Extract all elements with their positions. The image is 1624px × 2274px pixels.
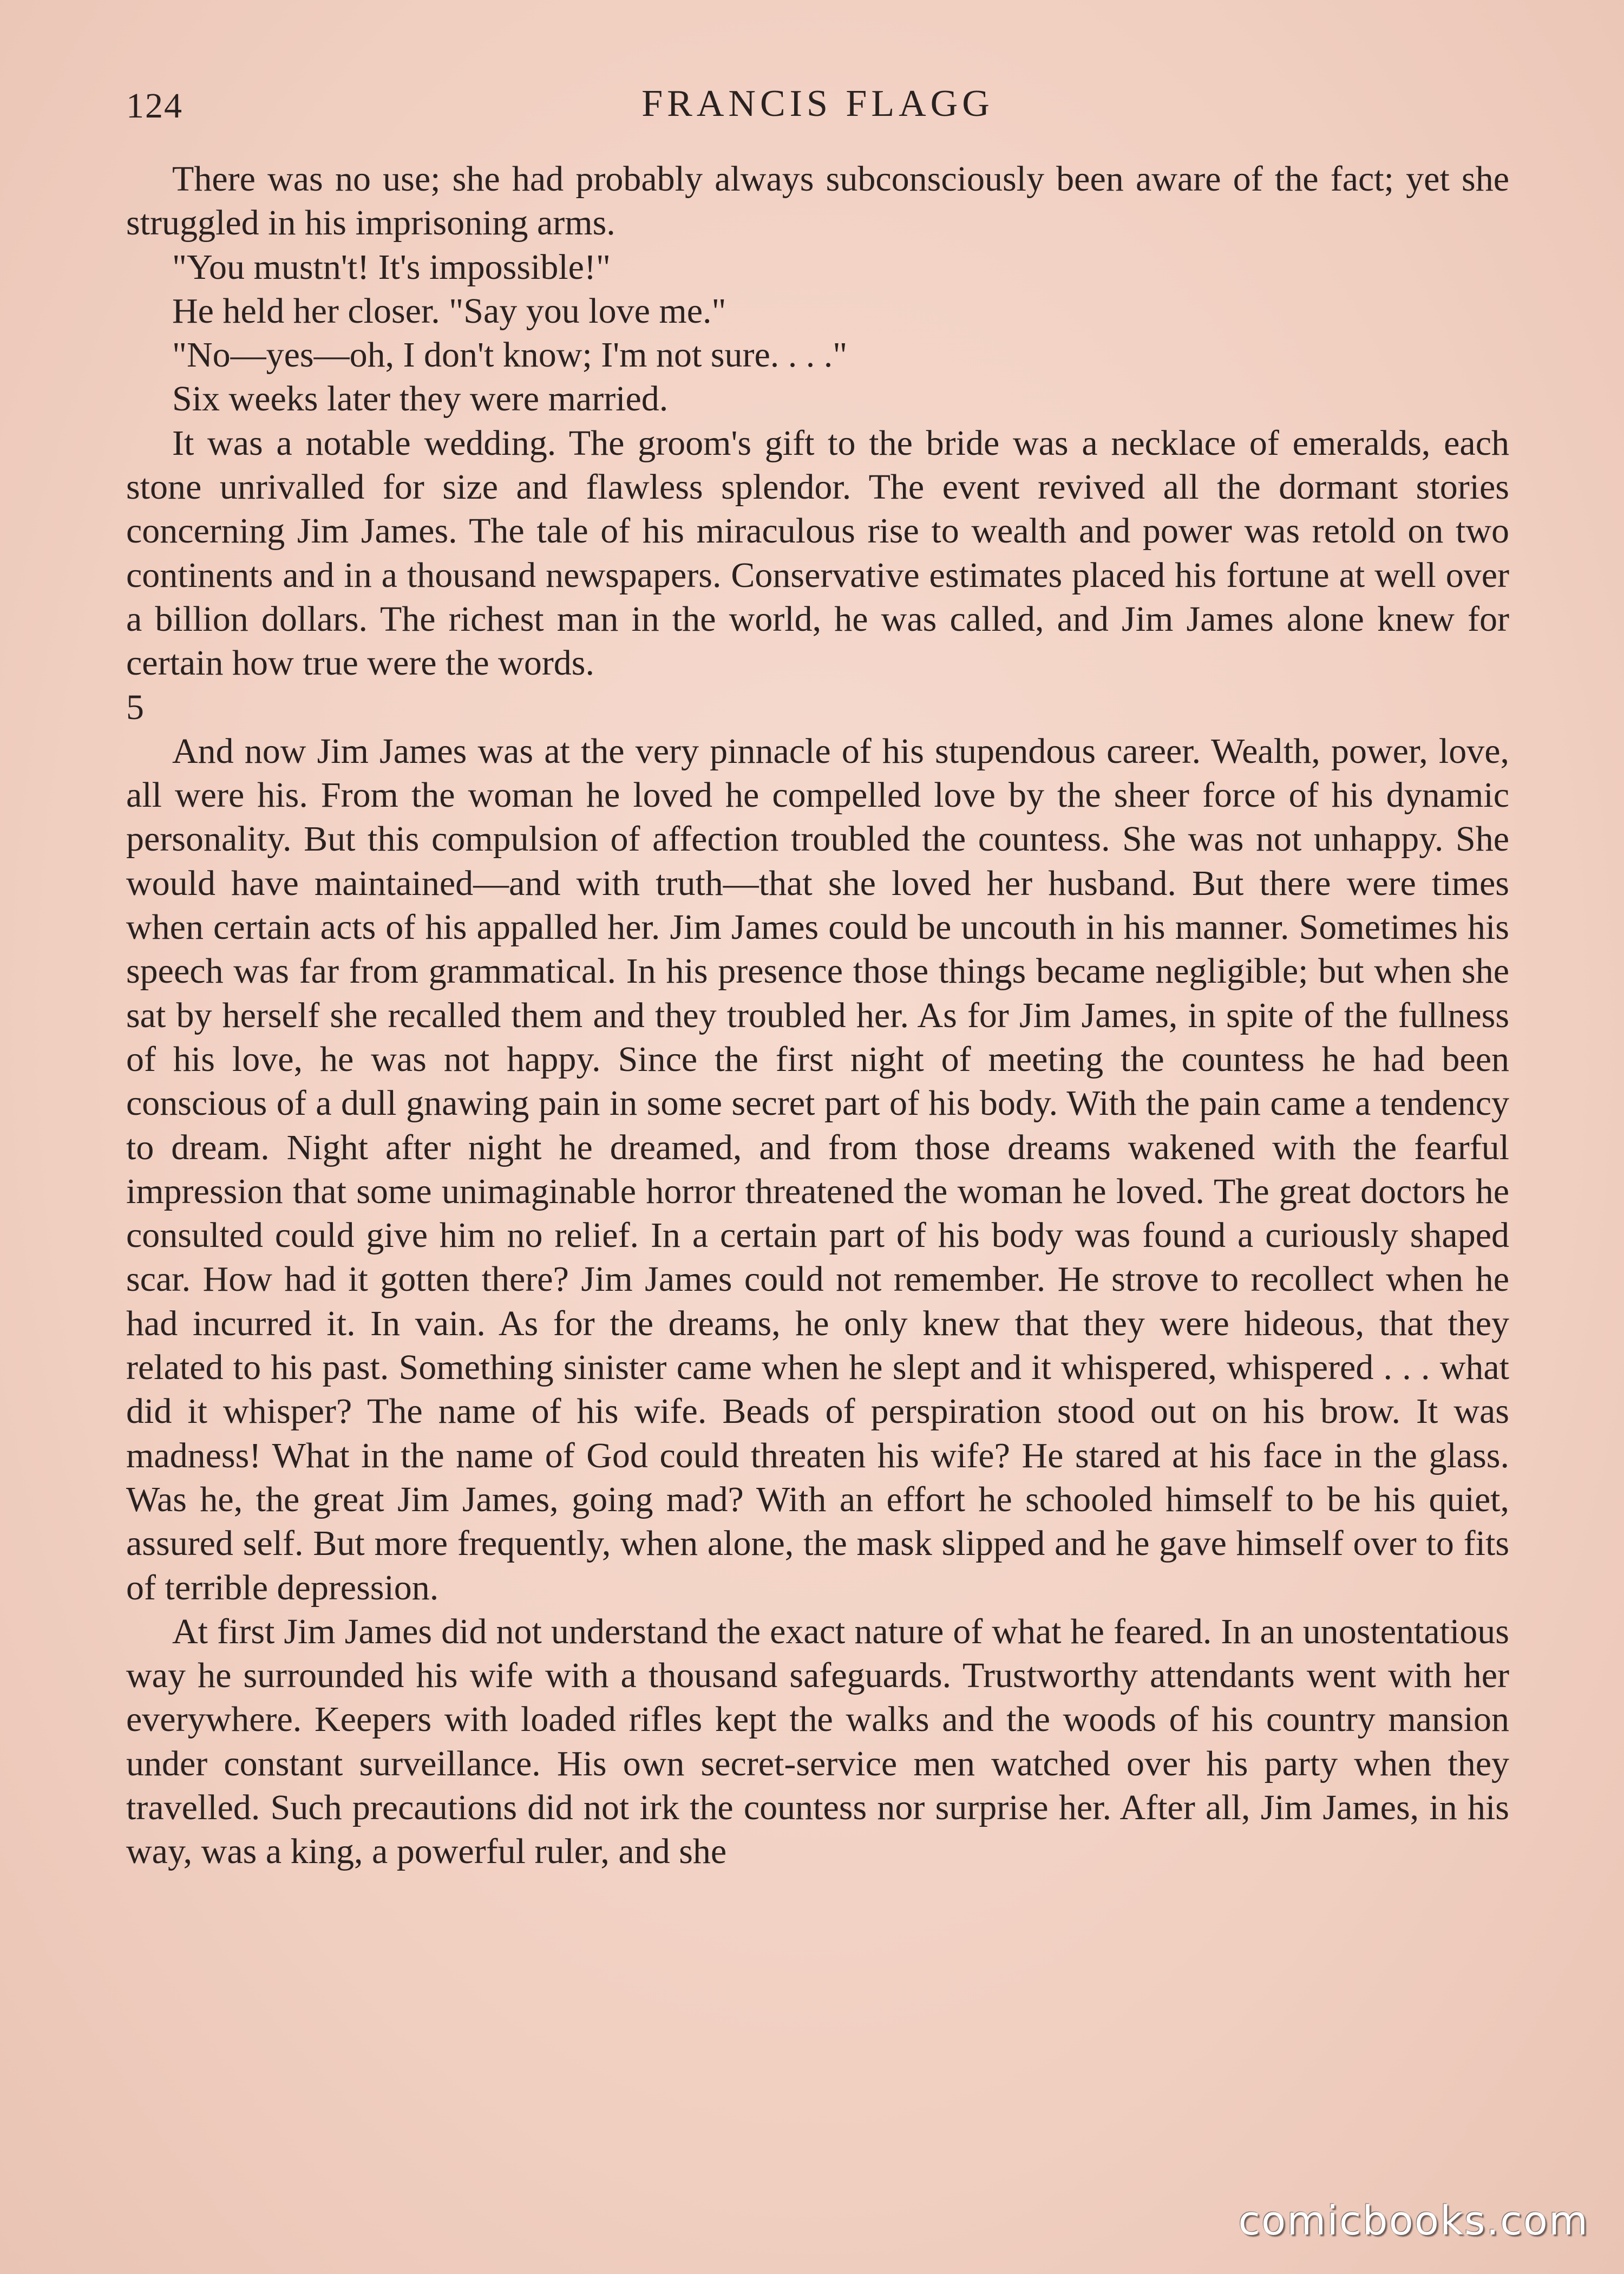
dialogue-line: He held her closer. "Say you love me." [172, 291, 726, 331]
dialogue-line: "You mustn't! It's impossible!" [172, 247, 611, 287]
paragraph: There was no use; she had probably always subconsciously been aware of the fact; yet she struggled in his imprisoning arms. [126, 159, 1509, 243]
running-head-author: FRANCIS FLAGG [641, 83, 994, 125]
dialogue-line: "No—yes—oh, I don't know; I'm not sure. . . ." [172, 335, 848, 375]
paragraph: And now Jim James was at the very pinnacle of his stupendous career. Wealth, power, love, all were his. From the woman he loved he compelled love by the sheer force of his dynamic personality. But this compulsion of affection troubled the countess. She was not unhappy. She would have maintained—and with truth—that she loved her husband. But there were times when certain acts of his appalled her. Jim James could be uncouth in his manner. Sometimes his speech was far from grammatical. In his presence those things became negligible; but when she sat by herself she recalled them and they troubled her. As for Jim James, in spite of the fullness of his love, he was not happy. Since the first night of meeting the countess he had been conscious of a dull gnawing pain in some secret part of his body. With the pain came a tendency to dream. Night after night he dreamed, and from those dreams wakened with the fearful impression that some unimaginable horror threatened the woman he loved. The great doctors he consulted could give him no relief. In a certain part of his body was found a curiously shaped scar. How had it gotten there? Jim James could not remember. He strove to recollect when he had incurred it. In vain. As for the dreams, he only knew that they were hideous, that they related to his past. Something sinister came when he slept and it whispered, whispered . . . what did it whisper? The name of his wife. Beads of perspiration stood out on his brow. It was madness! What in the name of God could threaten his wife? He stared at his face in the glass. Was he, the great Jim James, going mad? With an effort he schooled himself to be his quiet, assured self. But more frequently, when alone, the mask slipped and he gave himself over to fits of terrible depression. [126, 731, 1509, 1608]
paragraph: At first Jim James did not understand the exact nature of what he feared. In an unostentatious way he surrounded his wife with a thousand safeguards. Trustworthy attendants went with her everywhere. Keepers with loaded rifles kept the walks and the woods of his country mansion under constant surveillance. His own secret-service men watched over his party when they travelled. Such precautions did not irk the countess nor surprise her. After all, Jim James, in his way, was a king, a powerful ruler, and she [126, 1611, 1509, 1872]
page-number: 124 [126, 86, 183, 126]
section-number: 5 [126, 687, 144, 727]
paragraph: It was a notable wedding. The groom's gift to the bride was a necklace of emeralds, each stone unrivalled for size and flawless splendor. The event revived all the dormant stories concerning Jim James. The tale of his miraculous rise to wealth and power was retold on two continents and in a thousand newspapers. Conservative estimates placed his fortune at well over a billion dollars. The richest man in the world, he was called, and Jim James alone knew for certain how true were the words. [126, 423, 1509, 683]
paragraph: Six weeks later they were married. [172, 379, 669, 419]
watermark-logo: comicbooks.com [1238, 2198, 1589, 2244]
page-header [126, 76, 1509, 135]
body-text [126, 157, 1509, 1874]
